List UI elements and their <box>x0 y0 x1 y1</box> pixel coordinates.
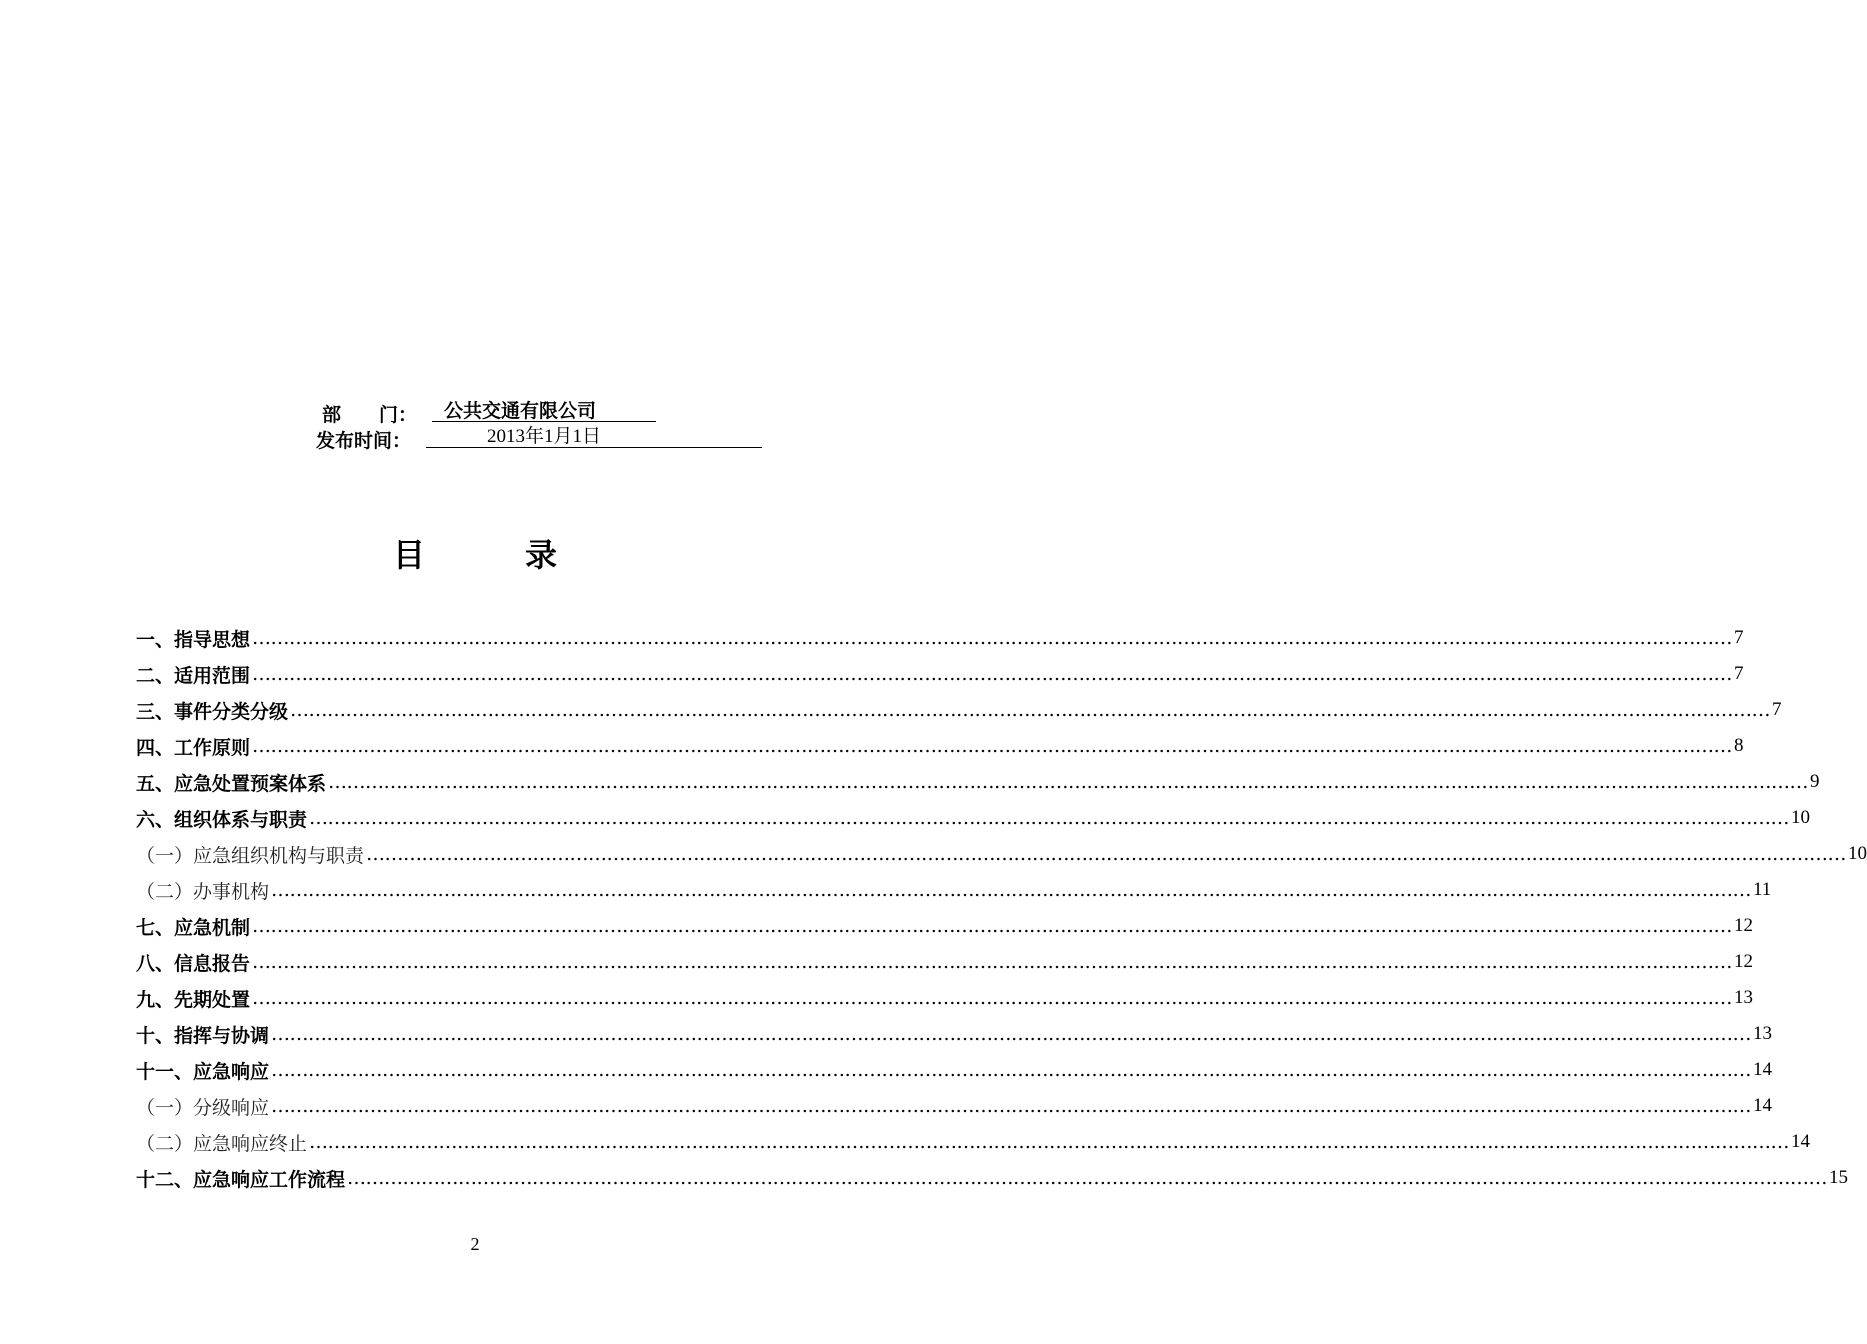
toc-title-left: 目 <box>392 536 425 574</box>
toc-entry[interactable] <box>136 620 1744 656</box>
toc-entry[interactable] <box>136 1160 1849 1196</box>
page-number: 2 <box>470 1234 480 1254</box>
toc-entry-page: 10 <box>1791 807 1811 828</box>
department-value: 公共交通有限公司 <box>432 400 656 422</box>
toc-leader-dots: …………………………………………………………………………………………………………………………………………………………………………………………………………………… <box>366 843 1847 865</box>
toc-entry-page: 7 <box>1772 699 1782 720</box>
toc-entry[interactable] <box>136 944 1754 980</box>
toc-entry[interactable] <box>136 656 1744 692</box>
toc-title <box>0 530 950 576</box>
toc-entry[interactable] <box>136 872 1772 908</box>
toc-leader-dots: …………………………………………………………………………………………………………………………………………………………………………………………………………………… <box>309 807 1790 829</box>
toc-entry[interactable] <box>136 1088 1773 1124</box>
toc-entry-label: 九、先期处置 <box>136 988 251 1011</box>
toc-entry-label: 七、应急机制 <box>136 916 251 939</box>
toc-entry[interactable] <box>136 728 1744 764</box>
toc-entry[interactable] <box>136 980 1754 1016</box>
toc-entry-page: 8 <box>1734 735 1744 756</box>
toc-leader-dots: …………………………………………………………………………………………………………………………………………………………………………………………………………………… <box>271 1095 1752 1117</box>
toc-entry-page: 11 <box>1753 879 1772 900</box>
toc-entry-page: 10 <box>1848 843 1867 864</box>
toc-entry-label: 六、组织体系与职责 <box>136 808 308 831</box>
toc-entry[interactable] <box>136 764 1820 800</box>
toc-leader-dots: …………………………………………………………………………………………………………………………………………………………………………………………………………………… <box>252 987 1733 1009</box>
toc-leader-dots: …………………………………………………………………………………………………………………………………………………………………………………………………………………… <box>252 735 1733 757</box>
toc-entry-label: 一、指导思想 <box>136 628 251 651</box>
toc-entry-label: （一）应急组织机构与职责 <box>136 844 365 867</box>
toc-entry[interactable] <box>136 1052 1773 1088</box>
toc-leader-dots: …………………………………………………………………………………………………………………………………………………………………………………………………………………… <box>252 663 1733 685</box>
toc-entry-label: 十一、应急响应 <box>136 1060 270 1083</box>
toc-entry-label: （一）分级响应 <box>136 1096 270 1119</box>
toc-leader-dots: …………………………………………………………………………………………………………………………………………………………………………………………………………………… <box>252 915 1733 937</box>
toc-leader-dots: …………………………………………………………………………………………………………………………………………………………………………………………………………………… <box>252 951 1733 973</box>
toc-leader-dots: …………………………………………………………………………………………………………………………………………………………………………………………………………………… <box>271 1023 1752 1045</box>
date-value: 2013年1月1日 <box>426 426 762 448</box>
toc-entry[interactable] <box>136 836 1867 872</box>
toc-entry-label: 四、工作原则 <box>136 736 251 759</box>
toc-leader-dots: …………………………………………………………………………………………………………………………………………………………………………………………………………………… <box>347 1167 1828 1189</box>
toc-entry-page: 7 <box>1734 663 1744 684</box>
toc-entry-page: 12 <box>1734 915 1754 936</box>
toc-entry[interactable] <box>136 1016 1773 1052</box>
toc-entry-page: 14 <box>1753 1095 1773 1116</box>
toc-entry-page: 12 <box>1734 951 1754 972</box>
toc-leader-dots: …………………………………………………………………………………………………………………………………………………………………………………………………………………… <box>271 879 1752 901</box>
toc-leader-dots: …………………………………………………………………………………………………………………………………………………………………………………………………………………… <box>328 771 1809 793</box>
toc-entry-page: 14 <box>1791 1131 1811 1152</box>
toc-entry-label: 十二、应急响应工作流程 <box>136 1168 346 1191</box>
toc-entry[interactable] <box>136 800 1811 836</box>
toc-entry[interactable] <box>136 692 1782 728</box>
toc-entry-page: 9 <box>1810 771 1820 792</box>
toc-entry-page: 13 <box>1734 987 1754 1008</box>
toc-entry-label: 八、信息报告 <box>136 952 251 975</box>
toc-entry-page: 14 <box>1753 1059 1773 1080</box>
toc-leader-dots: …………………………………………………………………………………………………………………………………………………………………………………………………………………… <box>290 699 1771 721</box>
toc-entry-page: 7 <box>1734 627 1744 648</box>
department-label: 部 门： <box>322 404 418 426</box>
toc-entry-label: 五、应急处置预案体系 <box>136 772 327 795</box>
date-row <box>0 426 950 452</box>
toc-leader-dots: …………………………………………………………………………………………………………………………………………………………………………………………………………………… <box>309 1131 1790 1153</box>
department-row <box>0 400 950 426</box>
toc-entry-label: 三、事件分类分级 <box>136 700 289 723</box>
toc-leader-dots: …………………………………………………………………………………………………………………………………………………………………………………………………………………… <box>271 1059 1752 1081</box>
toc-entry-label: 二、适用范围 <box>136 664 251 687</box>
date-label: 发布时间： <box>316 430 412 452</box>
toc-entry[interactable] <box>136 908 1754 944</box>
table-of-contents <box>136 620 1867 1196</box>
toc-title-right: 录 <box>525 536 558 574</box>
toc-entry-label: （二）应急响应终止 <box>136 1132 308 1155</box>
toc-entry-page: 13 <box>1753 1023 1773 1044</box>
toc-entry-label: 十、指挥与协调 <box>136 1024 270 1047</box>
toc-entry-page: 15 <box>1829 1167 1849 1188</box>
toc-entry[interactable] <box>136 1124 1811 1160</box>
toc-entry-label: （二）办事机构 <box>136 880 270 903</box>
toc-leader-dots: …………………………………………………………………………………………………………………………………………………………………………………………………………………… <box>252 627 1733 649</box>
